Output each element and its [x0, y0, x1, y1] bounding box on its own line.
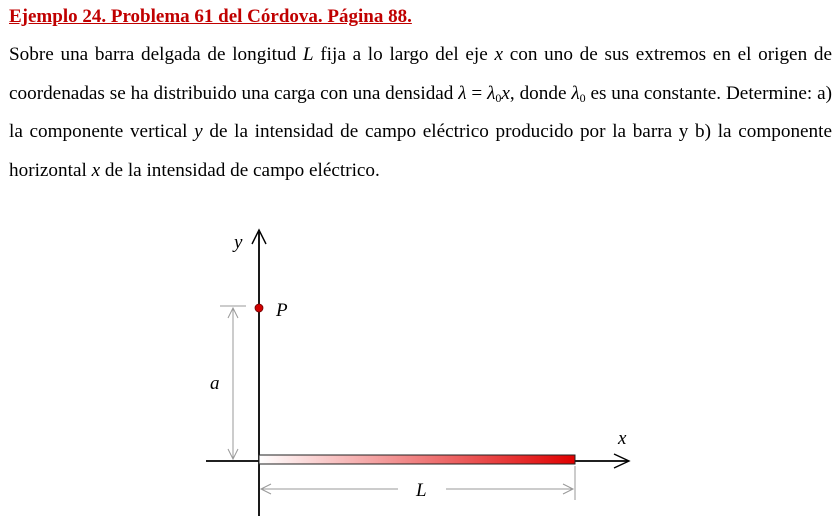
text-fragment: , donde — [509, 82, 572, 104]
dimension-l-label: L — [416, 480, 427, 501]
x-axis-label: x — [618, 428, 627, 449]
subscript-0: 0 — [495, 90, 502, 105]
var-lambda: λ — [458, 82, 467, 104]
dimension-a-label: a — [210, 373, 220, 394]
point-p — [255, 304, 263, 312]
var-lambda0: λ — [487, 82, 496, 104]
var-x: x — [494, 44, 504, 65]
text-fragment: de la intensidad de campo eléctrico producido por la barra y b) la componente horizontal — [9, 121, 832, 181]
point-p-label: P — [276, 300, 288, 321]
var-x: x — [501, 82, 510, 104]
var-x: x — [91, 159, 101, 181]
var-L: L — [302, 44, 314, 65]
text-fragment: de la intensidad de campo eléctrico. — [100, 159, 380, 181]
text-fragment: es una constante. Determine: a) la componente vertical — [9, 82, 833, 142]
text-fragment: fija a lo largo del eje — [313, 44, 495, 65]
charged-rod — [259, 455, 575, 464]
text-fragment: Sobre una barra delgada de longitud — [9, 44, 303, 65]
var-y: y — [194, 121, 203, 142]
equals-sign: = — [466, 82, 488, 104]
y-axis-label: y — [234, 232, 243, 253]
text-fragment: con uno de sus extremos en el origen de coordenadas se ha distribuido una carga con una densidad — [9, 44, 832, 104]
var-lambda0: λ — [571, 82, 580, 104]
subscript-0: 0 — [579, 90, 586, 105]
example-title: Ejemplo 24. Problema 61 del Córdova. Página 88. — [9, 6, 412, 27]
